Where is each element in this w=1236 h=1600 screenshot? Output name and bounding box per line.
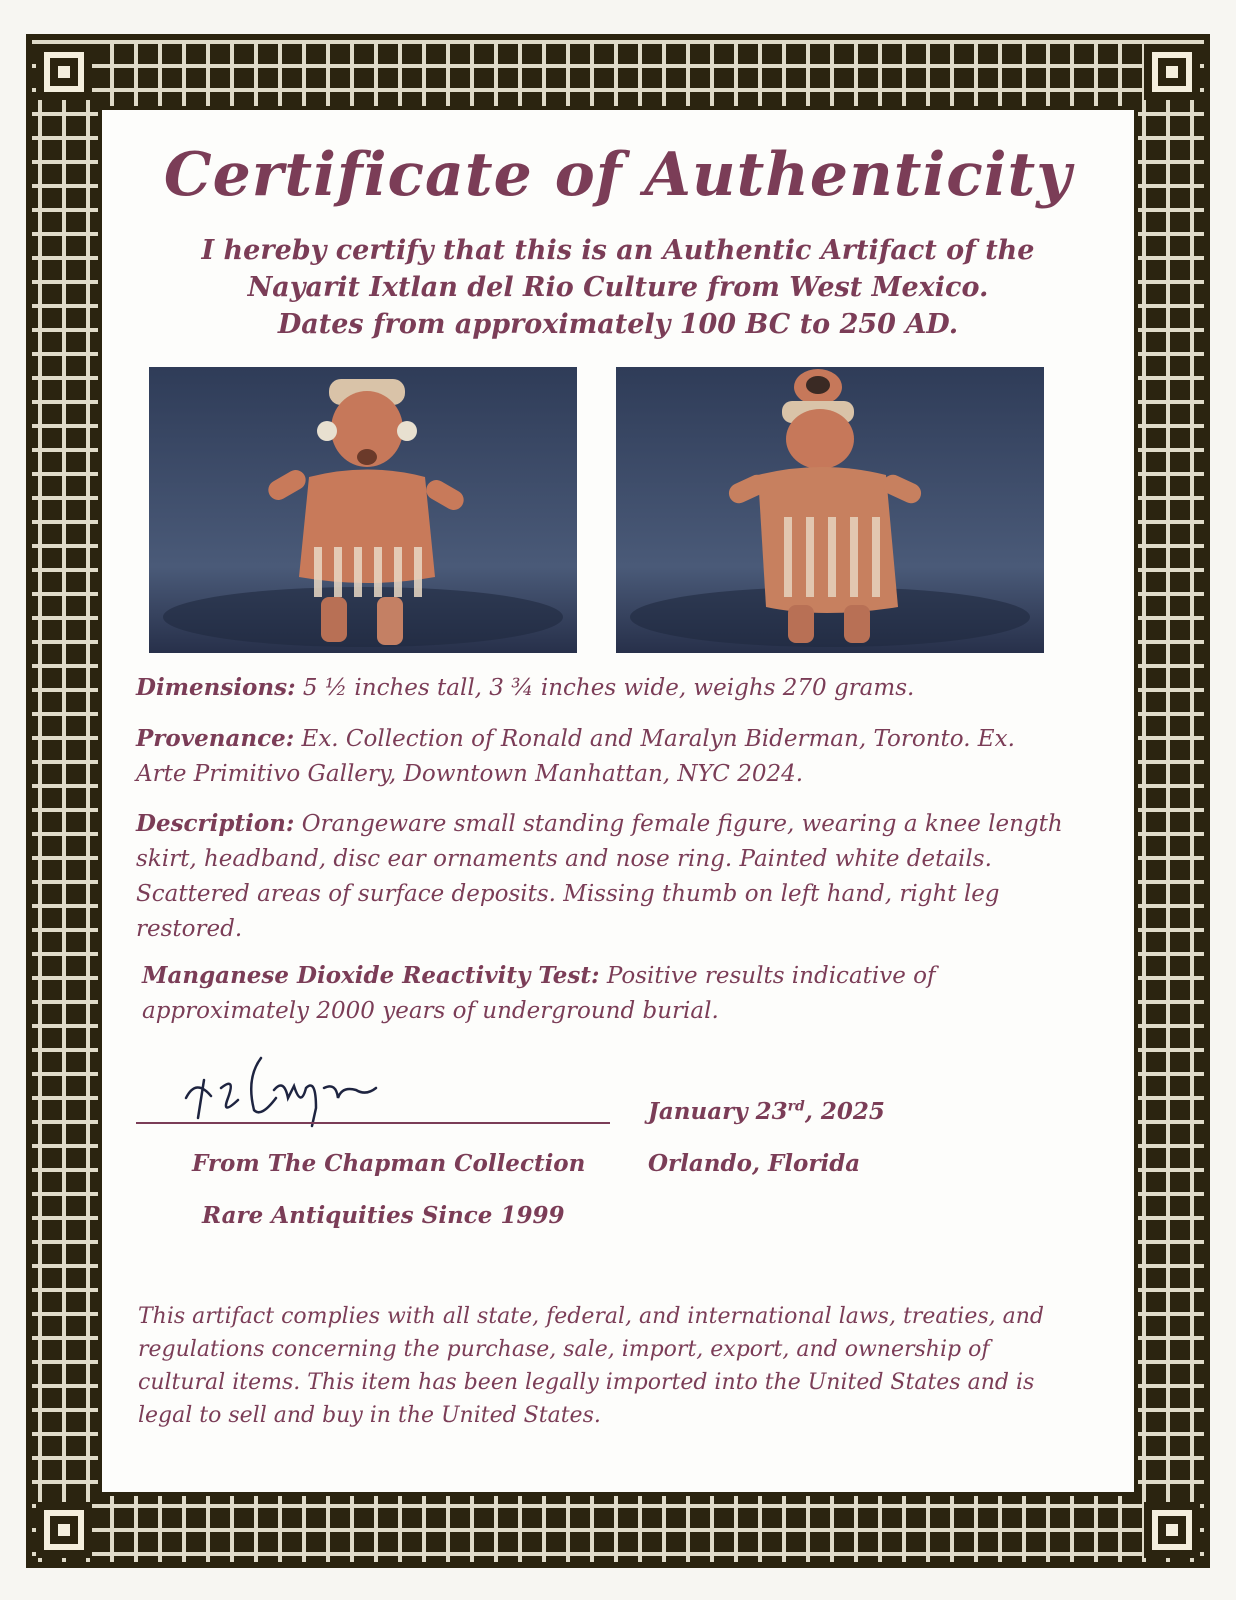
artifact-photo-front — [149, 367, 577, 653]
collection-name: From The Chapman Collection — [192, 1150, 586, 1177]
certify-line: I hereby certify that this is an Authentic Artifact of the — [201, 235, 1035, 266]
certificate-title: Certificate of Authenticity — [163, 140, 1073, 210]
artifact-photo-back — [616, 367, 1044, 653]
legal-compliance-statement: This artifact complies with all state, federal, and international laws, treaties, and regulations concerning the purchase, sale, import, export, and ownership of cultural items. This item has been legally imported into the United States and is legal to sell and buy in the United States. — [138, 1304, 1044, 1428]
signature-line — [136, 1122, 610, 1124]
dimensions-label: Dimensions: — [136, 674, 296, 701]
certify-line: Dates from approximately 100 BC to 250 AD. — [277, 309, 959, 340]
handwritten-signature — [166, 1038, 436, 1128]
provenance-label: Provenance: — [136, 725, 295, 752]
description-field — [136, 806, 1066, 947]
manganese-test-field — [142, 958, 1072, 1029]
certificate-date: January 23rd, 2025 — [648, 1098, 885, 1125]
corner-ornament — [36, 1502, 92, 1558]
dimensions-value: 5 ½ inches tall, 3 ¾ inches wide, weighs 270 grams. — [302, 675, 915, 701]
corner-ornament — [1144, 1502, 1200, 1558]
corner-ornament — [36, 44, 92, 100]
certification-statement — [100, 232, 1136, 343]
collection-tagline: Rare Antiquities Since 1999 — [202, 1202, 565, 1229]
manganese-test-label: Manganese Dioxide Reactivity Test: — [142, 962, 600, 989]
manganese-test-value: Positive results indicative of approximately 2000 years of underground burial. — [142, 963, 936, 1024]
provenance-field — [136, 721, 1066, 792]
provenance-value: Ex. Collection of Ronald and Maralyn Biderman, Toronto. Ex. Arte Primitivo Gallery, Downtown Manhattan, NYC 2024. — [136, 726, 1015, 787]
description-label: Description: — [136, 810, 295, 837]
certify-line: Nayarit Ixtlan del Rio Culture from West Mexico. — [247, 272, 989, 303]
certificate-content — [100, 100, 1136, 1500]
corner-ornament — [1144, 44, 1200, 100]
certificate-location: Orlando, Florida — [648, 1150, 861, 1177]
description-value: Orangeware small standing female figure, wearing a knee length skirt, headband, disc ear ornaments and nose ring. Painted white details. Scattered areas of surface deposits. Missing thumb on left hand, right leg restored. — [136, 811, 1063, 942]
dimensions-field — [136, 670, 1066, 706]
